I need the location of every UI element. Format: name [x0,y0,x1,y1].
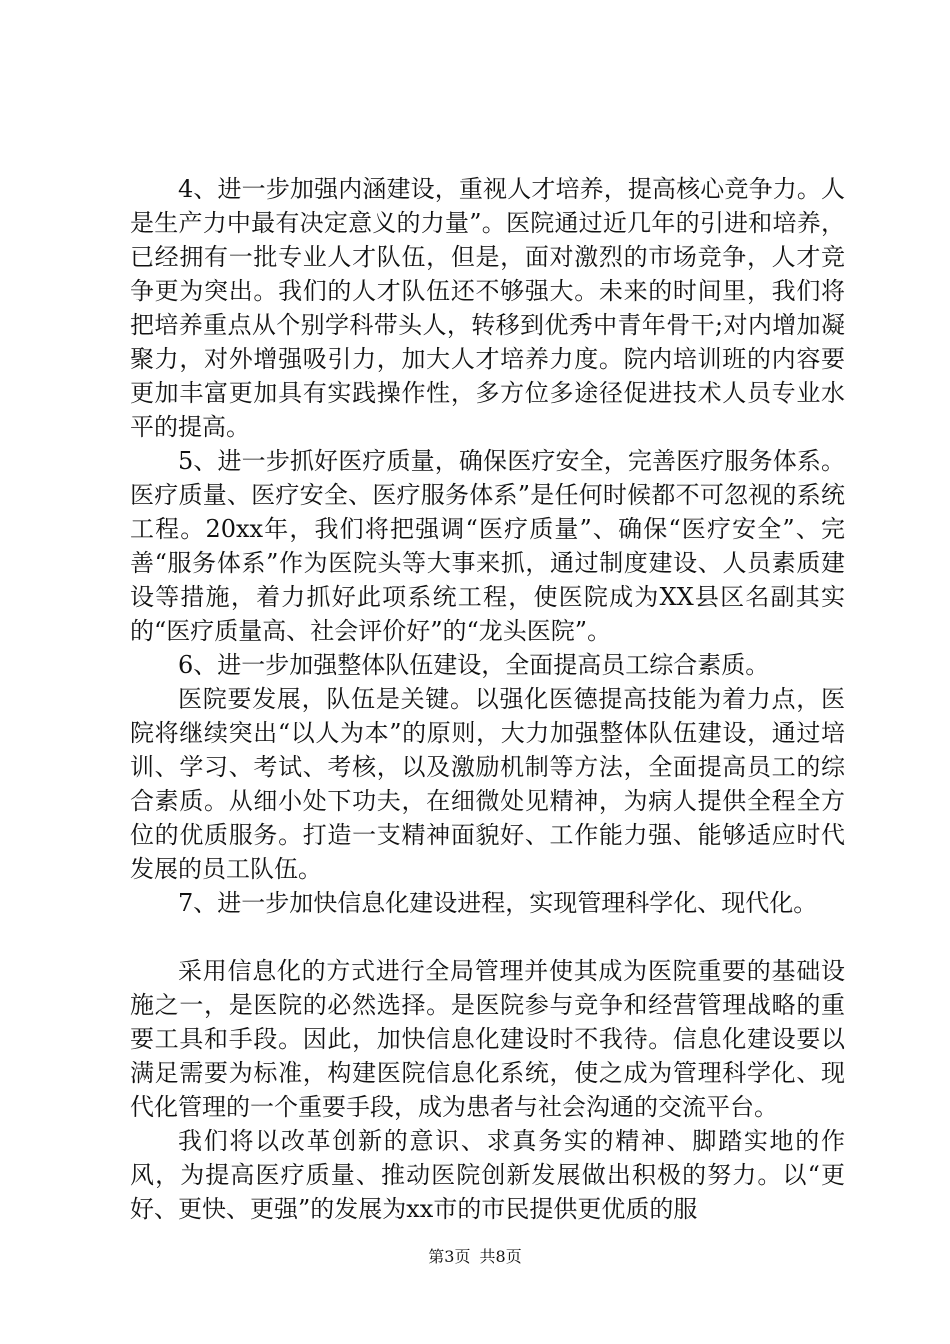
paragraph-informatization-heading: 7、进一步加快信息化建设进程，实现管理科学化、现代化。 [178,889,818,917]
page-number: 第3页 [428,1247,471,1266]
paragraph-informatization: 采用信息化的方式进行全局管理并使其成为医院重要的基础设施之一，是医院的必然选择。是医院参与竞争和经营管理战略的重要工具和手段。因此，加快信息化建设时不我待。信息化建设要以满足需要为标准，构建医院信息化系统，使之成为管理科学化、现代化管理的一个重要手段，成为患者与社会沟通的交流平台。 [130,957,845,1121]
paragraph-team-heading: 6、进一步加强整体队伍建设，全面提高员工综合素质。 [178,651,770,679]
paragraph-talent: 4、进一步加强内涵建设，重视人才培养，提高核心竞争力。人是生产力中最有决定意义的力量”。医院通过近几年的引进和培养，已经拥有一批专业人才队伍，但是，面对激烈的市场竞争，人才竞争更为突出。我们的人才队伍还不够强大。未来的时间里，我们将把培养重点从个别学科带头人，转移到优秀中青年骨干;对内增加凝聚力，对外增强吸引力，加大人才培养力度。院内培训班的内容要更加丰富更加具有实践操作性，多方位多途径促进技术人员专业水平的提高。 [130,175,845,441]
document-body [130,172,845,1226]
paragraph-team-building: 医院要发展，队伍是关键。以强化医德提高技能为着力点，医院将继续突出“以人为本”的原则，大力加强整体队伍建设，通过培训、学习、考试、考核，以及激励机制等方法，全面提高员工的综合素质。从细小处下功夫，在细微处见精神，为病人提供全程全方位的优质服务。打造一支精神面貌好、工作能力强、能够适应时代发展的员工队伍。 [130,685,845,883]
page-footer [0,1247,950,1267]
page-total: 共8页 [479,1247,522,1266]
paragraph-conclusion: 我们将以改革创新的意识、求真务实的精神、脚踏实地的作风，为提高医疗质量、推动医院创新发展做出积极的努力。以“更好、更快、更强”的发展为xx市的市民提供更优质的服 [130,1127,845,1223]
paragraph-medical-quality: 5、进一步抓好医疗质量，确保医疗安全，完善医疗服务体系。医疗质量、医疗安全、医疗服务体系”是任何时候都不可忽视的系统工程。20xx年，我们将把强调“医疗质量”、确保“医疗安全”、完善“服务体系”作为医院头等大事来抓，通过制度建设、人员素质建设等措施，着力抓好此项系统工程，使医院成为XX县区名副其实的“医疗质量高、社会评价好”的“龙头医院”。 [130,447,845,645]
